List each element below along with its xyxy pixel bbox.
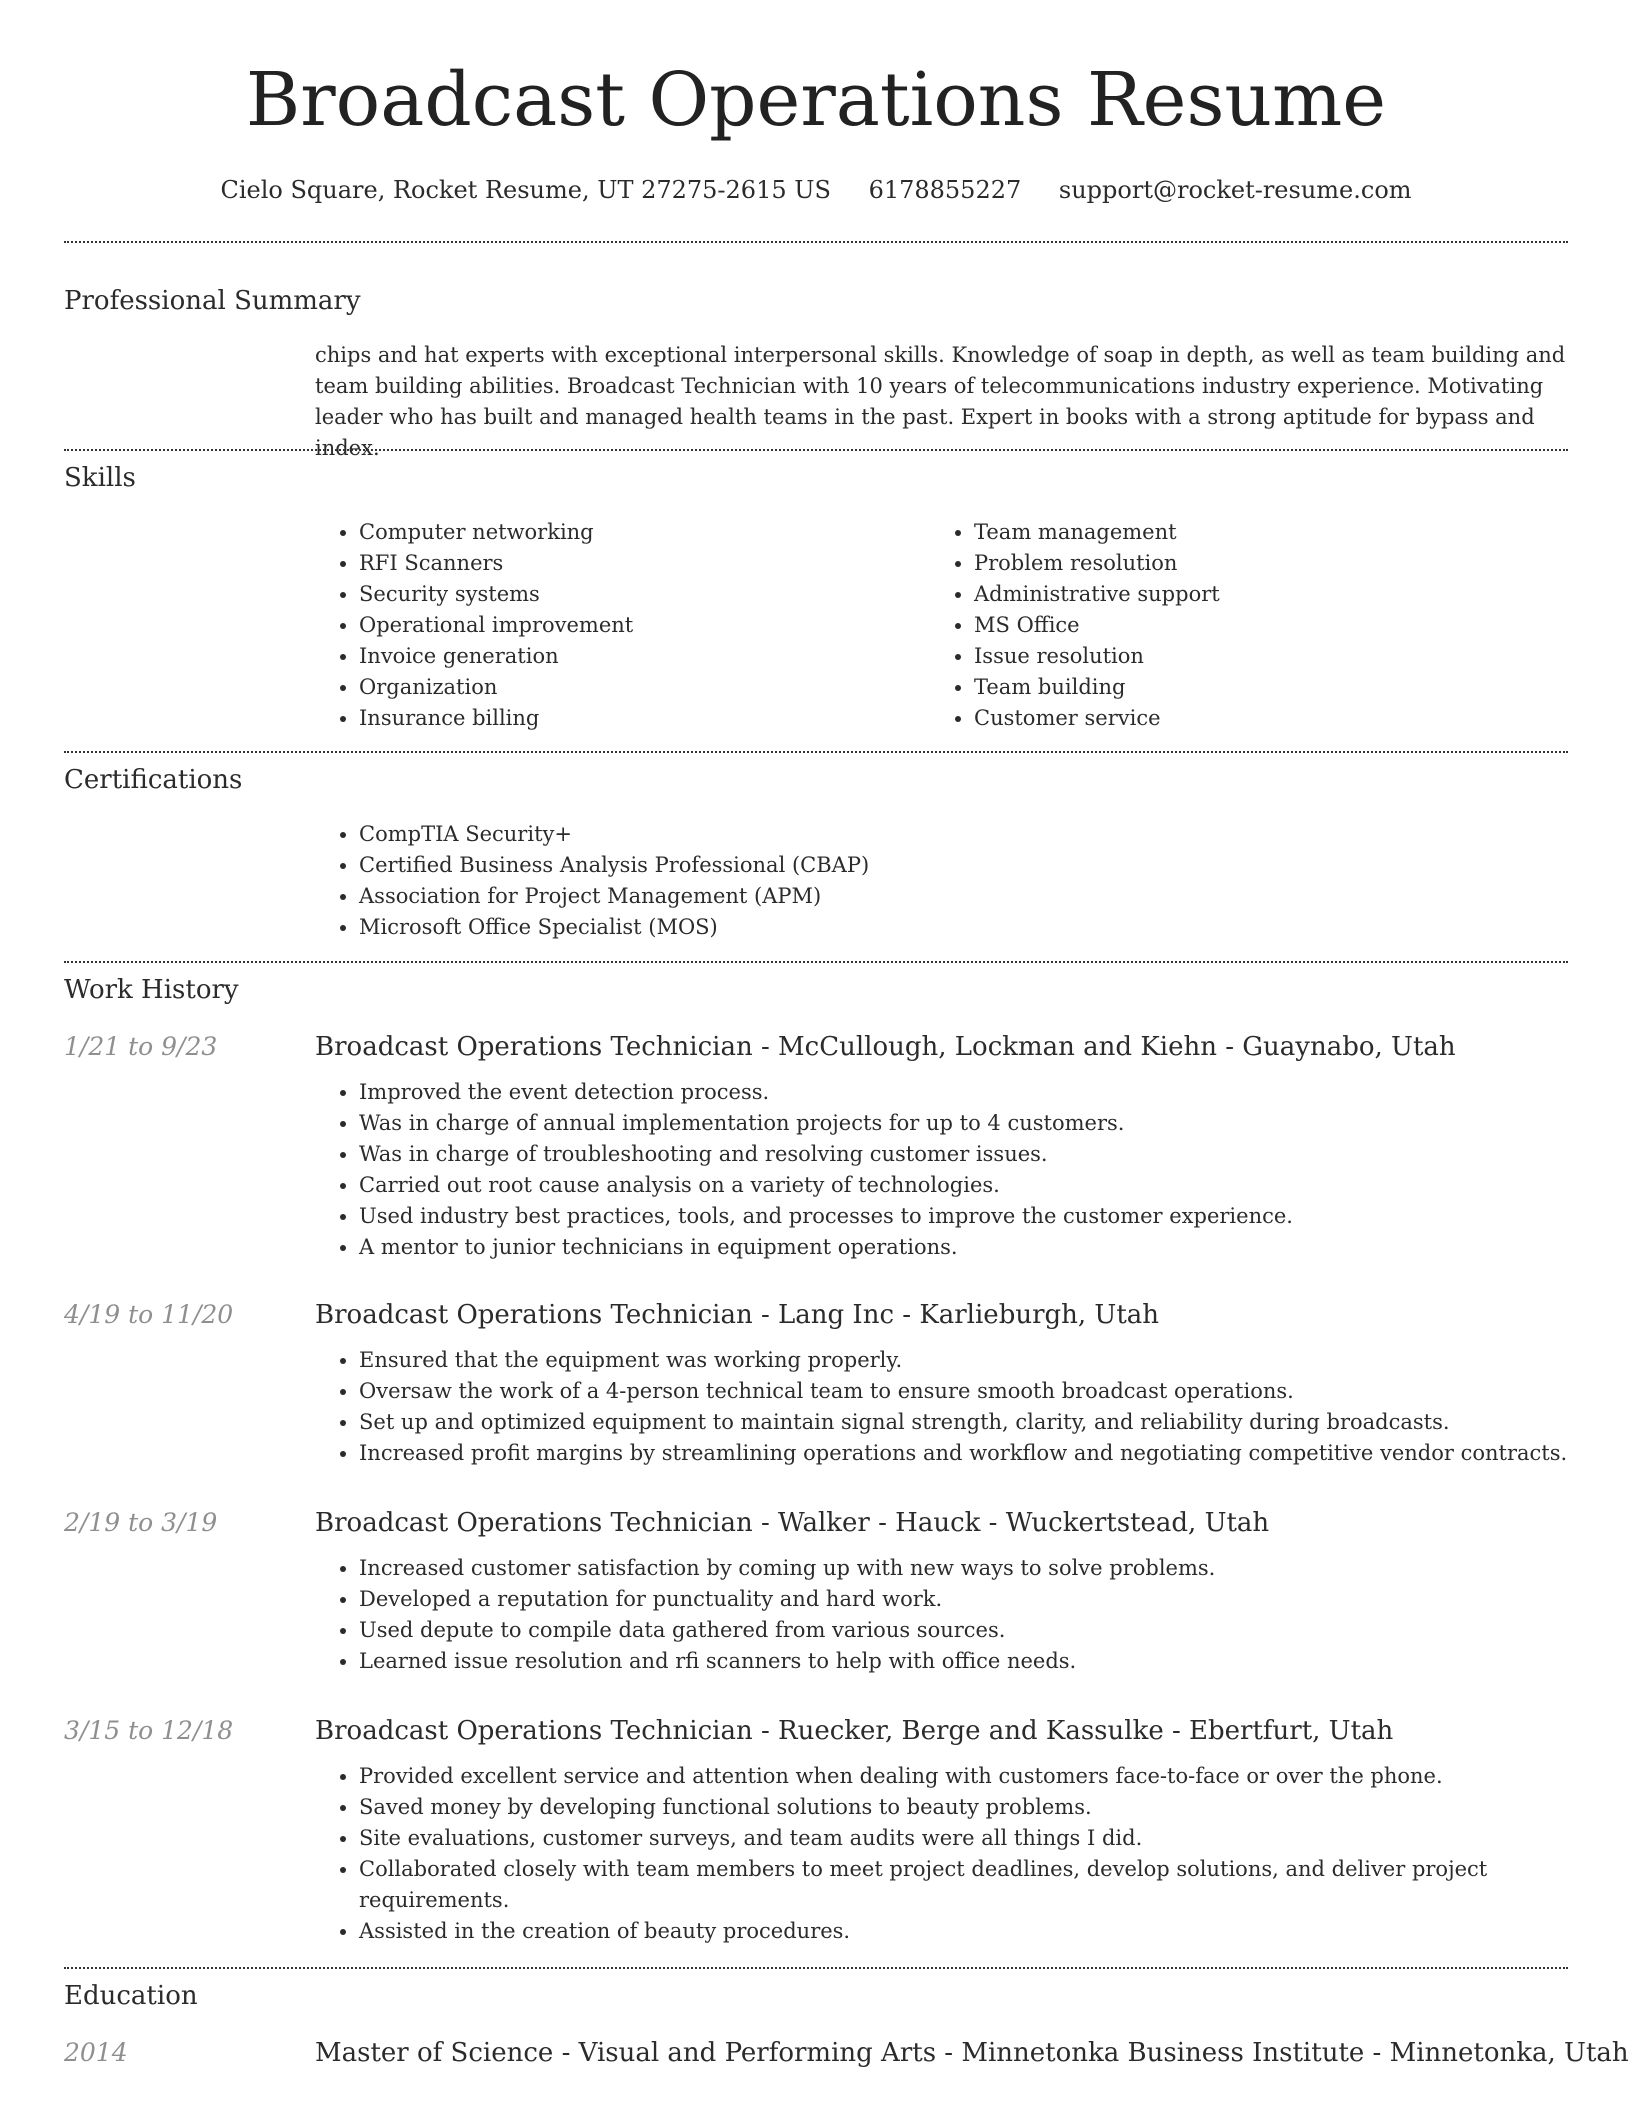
list-item: • Team building [974, 672, 1530, 703]
skills-heading: Skills [64, 463, 136, 493]
resume-title: Broadcast Operations Resume [245, 57, 1387, 143]
list-item: • Used depute to compile data gathered from various sources. [359, 1615, 1568, 1646]
section-divider [64, 449, 1568, 451]
job-title: Broadcast Operations Technician - McCullough, Lockman and Kiehn - Guaynabo, Utah [315, 1032, 1456, 1062]
job-title: Broadcast Operations Technician - Lang Inc - Karlieburgh, Utah [315, 1300, 1160, 1330]
certifications-section [315, 819, 1568, 943]
list-item: • Was in charge of troubleshooting and resolving customer issues. [359, 1139, 1568, 1170]
section-divider [64, 751, 1568, 753]
list-item: • Collaborated closely with team members to meet project deadlines, develop solutions, and deliver project requirements. [359, 1854, 1568, 1916]
job-bullets [315, 1077, 1568, 1263]
skills-left-column [315, 517, 915, 734]
skills-right-list [930, 517, 1530, 734]
list-item: • Used industry best practices, tools, and processes to improve the customer experience. [359, 1201, 1568, 1232]
contact-line [64, 170, 1568, 210]
list-item: • Ensured that the equipment was working properly. [359, 1345, 1568, 1376]
list-item: • CompTIA Security+ [359, 819, 1568, 850]
list-item: • A mentor to junior technicians in equipment operations. [359, 1232, 1568, 1263]
list-item: • Provided excellent service and attention when dealing with customers face-to-face or over the phone. [359, 1761, 1568, 1792]
job-bullet-list [315, 1345, 1568, 1469]
list-item: • Was in charge of annual implementation projects for up to 4 customers. [359, 1108, 1568, 1139]
list-item: • Increased customer satisfaction by coming up with new ways to solve problems. [359, 1553, 1568, 1584]
job-date: 3/15 to 12/18 [64, 1716, 234, 1745]
list-item: • Association for Project Management (APM) [359, 881, 1568, 912]
list-item: • Organization [359, 672, 915, 703]
section-divider [64, 961, 1568, 963]
list-item: • Oversaw the work of a 4-person technical team to ensure smooth broadcast operations. [359, 1376, 1568, 1407]
list-item: • Improved the event detection process. [359, 1077, 1568, 1108]
education-title: Master of Science - Visual and Performing Arts - Minnetonka Business Institute - Minnetonka, Utah [315, 2038, 1629, 2068]
job-date: 2/19 to 3/19 [64, 1508, 218, 1537]
contact-address: Cielo Square, Rocket Resume, UT 27275-2615 US [220, 176, 831, 204]
job-title: Broadcast Operations Technician - Walker - Hauck - Wuckertstead, Utah [315, 1508, 1270, 1538]
list-item: • Increased profit margins by streamlining operations and workflow and negotiating competitive vendor contracts. [359, 1438, 1568, 1469]
job-bullets [315, 1553, 1568, 1677]
summary-section [315, 340, 1568, 464]
list-item: • Learned issue resolution and rfi scanners to help with office needs. [359, 1646, 1568, 1677]
skills-section [315, 517, 1568, 739]
certifications-list [315, 819, 1568, 943]
job-date: 1/21 to 9/23 [64, 1032, 218, 1061]
job-bullet-list [315, 1077, 1568, 1263]
list-item: • RFI Scanners [359, 548, 915, 579]
job-bullets [315, 1761, 1568, 1947]
list-item: • Team management [974, 517, 1530, 548]
contact-email: support@rocket-resume.com [1058, 176, 1412, 204]
job-bullet-list [315, 1553, 1568, 1677]
list-item: • Computer networking [359, 517, 915, 548]
list-item: • Carried out root cause analysis on a variety of technologies. [359, 1170, 1568, 1201]
education-heading: Education [64, 1981, 198, 2011]
job-bullets [315, 1345, 1568, 1469]
job-title: Broadcast Operations Technician - Ruecker, Berge and Kassulke - Ebertfurt, Utah [315, 1716, 1394, 1746]
job-bullet-list [315, 1761, 1568, 1947]
job-date: 4/19 to 11/20 [64, 1300, 234, 1329]
list-item: • Issue resolution [974, 641, 1530, 672]
list-item: • Problem resolution [974, 548, 1530, 579]
contact-phone: 6178855227 [868, 176, 1022, 204]
list-item: • Administrative support [974, 579, 1530, 610]
section-divider [64, 1967, 1568, 1969]
list-item: • Insurance billing [359, 703, 915, 734]
list-item: • Microsoft Office Specialist (MOS) [359, 912, 1568, 943]
list-item: • Customer service [974, 703, 1530, 734]
list-item: • Site evaluations, customer surveys, and team audits were all things I did. [359, 1823, 1568, 1854]
summary-heading: Professional Summary [64, 286, 361, 316]
skills-left-list [315, 517, 915, 734]
list-item: • Invoice generation [359, 641, 915, 672]
list-item: • Certified Business Analysis Professional (CBAP) [359, 850, 1568, 881]
certifications-heading: Certifications [64, 765, 243, 795]
list-item: • Developed a reputation for punctuality and hard work. [359, 1584, 1568, 1615]
list-item: • Operational improvement [359, 610, 915, 641]
list-item: • Assisted in the creation of beauty procedures. [359, 1916, 1568, 1947]
list-item: • MS Office [974, 610, 1530, 641]
skills-right-column [930, 517, 1530, 734]
list-item: • Set up and optimized equipment to maintain signal strength, clarity, and reliability during broadcasts. [359, 1407, 1568, 1438]
list-item: • Saved money by developing functional solutions to beauty problems. [359, 1792, 1568, 1823]
education-date: 2014 [64, 2038, 128, 2067]
summary-text: chips and hat experts with exceptional interpersonal skills. Knowledge of soap in depth, as well as team building and team building abilities. Broadcast Technician with 10 years of telecommunications industry experience. Motivating leader who has built and managed health teams in the past. Expert in books with a strong aptitude for bypass and index. [315, 343, 1566, 460]
section-divider [64, 241, 1568, 243]
list-item: • Security systems [359, 579, 915, 610]
work-heading: Work History [64, 975, 239, 1005]
